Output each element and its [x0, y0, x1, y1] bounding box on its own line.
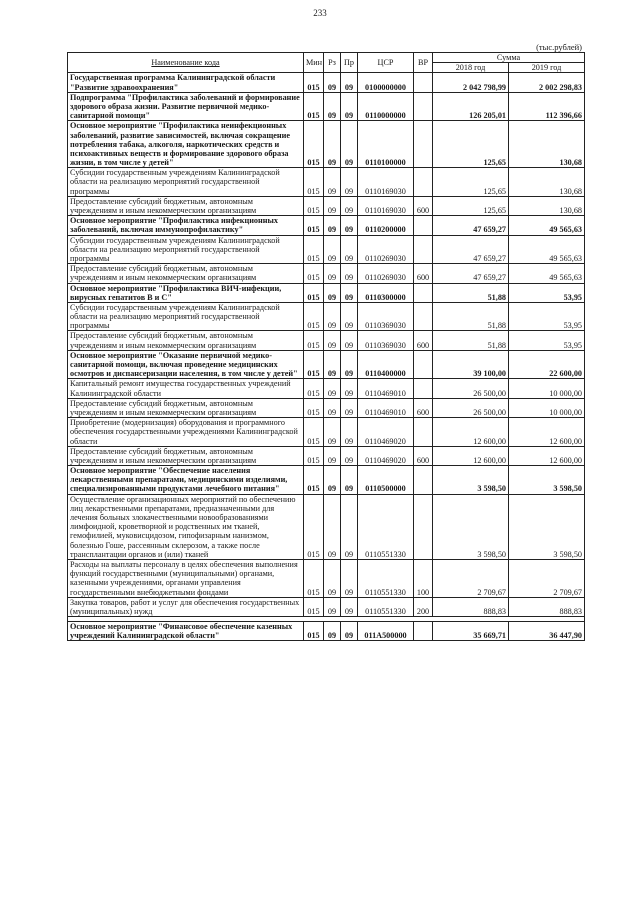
cell-y2018: 26 500,00 — [433, 379, 509, 398]
cell-pr: 09 — [341, 466, 358, 495]
cell-min: 015 — [304, 168, 324, 197]
page-number: 233 — [313, 8, 327, 18]
cell-y2018: 125,65 — [433, 196, 509, 215]
cell-csr: 011А500000 — [358, 622, 414, 641]
cell-y2019: 3 598,50 — [509, 494, 585, 559]
cell-name: Предоставление субсидий бюджетным, автономным учреждениям и иным некоммерческим организациям — [68, 398, 304, 417]
cell-csr: 0110000000 — [358, 92, 414, 121]
cell-name: Расходы на выплаты персоналу в целях обеспечения выполнения функций государственными (муниципальными) органами, казенными учреждениями, органами управления государственными внебюджетными фондами — [68, 559, 304, 597]
cell-min: 015 — [304, 121, 324, 168]
header-name: Наименование кода — [68, 53, 304, 73]
table-row — [68, 446, 585, 465]
cell-rz: 09 — [324, 559, 341, 597]
cell-pr: 09 — [341, 379, 358, 398]
cell-min: 015 — [304, 350, 324, 379]
cell-rz: 09 — [324, 216, 341, 235]
cell-y2019: 10 000,00 — [509, 379, 585, 398]
cell-y2018: 888,83 — [433, 597, 509, 616]
cell-min: 015 — [304, 559, 324, 597]
header-min: Мин — [304, 53, 324, 73]
cell-name: Подпрограмма "Профилактика заболеваний и формирование здорового образа жизни. Развитие первичной медико-санитарной помощи" — [68, 92, 304, 121]
table-row — [68, 350, 585, 379]
cell-csr: 0110551330 — [358, 494, 414, 559]
cell-y2019: 36 447,90 — [509, 622, 585, 641]
table-row — [68, 302, 585, 331]
cell-name: Основное мероприятие "Профилактика неинфекционных заболеваний, развитие зависимостей, включая сокращение потребления табака, алкоголя, наркотических средств и психоактивных веществ и формирование здорового образа жизни, в том числе у детей" — [68, 121, 304, 168]
cell-csr: 0110269030 — [358, 264, 414, 283]
cell-csr: 0110300000 — [358, 283, 414, 302]
cell-pr: 09 — [341, 597, 358, 616]
cell-pr: 09 — [341, 264, 358, 283]
table-row — [68, 559, 585, 597]
cell-name: Капитальный ремонт имущества государственных учреждений Калининградской области — [68, 379, 304, 398]
cell-csr: 0110169030 — [358, 168, 414, 197]
cell-rz: 09 — [324, 494, 341, 559]
cell-pr: 09 — [341, 196, 358, 215]
cell-vr: 600 — [414, 331, 433, 350]
cell-rz: 09 — [324, 196, 341, 215]
cell-pr: 09 — [341, 622, 358, 641]
cell-y2018: 125,65 — [433, 168, 509, 197]
cell-rz: 09 — [324, 418, 341, 447]
cell-csr: 0110500000 — [358, 466, 414, 495]
cell-rz: 09 — [324, 398, 341, 417]
table-row — [68, 597, 585, 616]
cell-name: Предоставление субсидий бюджетным, автономным учреждениям и иным некоммерческим организациям — [68, 196, 304, 215]
cell-pr: 09 — [341, 216, 358, 235]
cell-csr: 0110200000 — [358, 216, 414, 235]
header-row — [68, 53, 585, 63]
table-row — [68, 331, 585, 350]
cell-name: Основное мероприятие "Профилактика ВИЧ-инфекции, вирусных гепатитов В и С" — [68, 283, 304, 302]
table-row — [68, 398, 585, 417]
cell-name: Субсидии государственным учреждениям Калининградской области на реализацию мероприятий государственной программы — [68, 168, 304, 197]
cell-csr: 0110469010 — [358, 379, 414, 398]
cell-y2018: 47 659,27 — [433, 216, 509, 235]
cell-y2019: 12 600,00 — [509, 446, 585, 465]
cell-y2018: 35 669,71 — [433, 622, 509, 641]
cell-rz: 09 — [324, 331, 341, 350]
table-row — [68, 264, 585, 283]
cell-y2018: 2 042 798,99 — [433, 73, 509, 92]
cell-y2018: 3 598,50 — [433, 466, 509, 495]
cell-vr: 600 — [414, 264, 433, 283]
cell-min: 015 — [304, 216, 324, 235]
header-2019: 2019 год — [509, 63, 585, 73]
cell-vr: 200 — [414, 597, 433, 616]
cell-vr: 600 — [414, 398, 433, 417]
cell-y2019: 53,95 — [509, 331, 585, 350]
table-row — [68, 168, 585, 197]
cell-name: Предоставление субсидий бюджетным, автономным учреждениям и иным некоммерческим организациям — [68, 331, 304, 350]
cell-vr — [414, 622, 433, 641]
header-sum: Сумма — [433, 53, 585, 63]
header-csr: ЦСР — [358, 53, 414, 73]
cell-vr — [414, 494, 433, 559]
table-row — [68, 235, 585, 264]
table-body — [68, 73, 585, 641]
cell-vr — [414, 379, 433, 398]
cell-y2019: 10 000,00 — [509, 398, 585, 417]
cell-vr — [414, 121, 433, 168]
cell-rz: 09 — [324, 235, 341, 264]
cell-rz: 09 — [324, 446, 341, 465]
cell-csr: 0100000000 — [358, 73, 414, 92]
header-vr: ВР — [414, 53, 433, 73]
cell-pr: 09 — [341, 350, 358, 379]
cell-y2019: 130,68 — [509, 121, 585, 168]
cell-rz: 09 — [324, 92, 341, 121]
cell-min: 015 — [304, 622, 324, 641]
budget-table — [67, 52, 585, 641]
cell-pr: 09 — [341, 559, 358, 597]
cell-min: 015 — [304, 398, 324, 417]
cell-vr — [414, 168, 433, 197]
cell-pr: 09 — [341, 235, 358, 264]
table-row — [68, 283, 585, 302]
cell-csr: 0110551330 — [358, 559, 414, 597]
cell-csr: 0110400000 — [358, 350, 414, 379]
cell-rz: 09 — [324, 121, 341, 168]
cell-y2018: 51,88 — [433, 283, 509, 302]
cell-vr: 100 — [414, 559, 433, 597]
cell-y2018: 12 600,00 — [433, 446, 509, 465]
cell-min: 015 — [304, 379, 324, 398]
header-rz: Рз — [324, 53, 341, 73]
cell-y2018: 51,88 — [433, 331, 509, 350]
cell-y2019: 130,68 — [509, 168, 585, 197]
cell-name: Основное мероприятие "Обеспечение населения лекарственными препаратами, медицинскими изделиями, специализированными продуктами лечебного питания" — [68, 466, 304, 495]
cell-min: 015 — [304, 283, 324, 302]
cell-vr — [414, 235, 433, 264]
cell-csr: 0110469020 — [358, 446, 414, 465]
cell-vr — [414, 466, 433, 495]
cell-pr: 09 — [341, 302, 358, 331]
table-row — [68, 73, 585, 92]
cell-rz: 09 — [324, 264, 341, 283]
cell-vr: 600 — [414, 196, 433, 215]
header-2018: 2018 год — [433, 63, 509, 73]
cell-rz: 09 — [324, 466, 341, 495]
cell-csr: 0110369030 — [358, 331, 414, 350]
cell-csr: 0110469020 — [358, 418, 414, 447]
units-label: (тыс.рублей) — [536, 42, 582, 52]
cell-csr: 0110551330 — [358, 597, 414, 616]
cell-y2019: 22 600,00 — [509, 350, 585, 379]
cell-rz: 09 — [324, 283, 341, 302]
cell-y2019: 130,68 — [509, 196, 585, 215]
cell-rz: 09 — [324, 350, 341, 379]
cell-min: 015 — [304, 302, 324, 331]
cell-name: Предоставление субсидий бюджетным, автономным учреждениям и иным некоммерческим организациям — [68, 264, 304, 283]
cell-min: 015 — [304, 418, 324, 447]
cell-y2019: 53,95 — [509, 302, 585, 331]
cell-rz: 09 — [324, 622, 341, 641]
cell-min: 015 — [304, 264, 324, 283]
header-pr: Пр — [341, 53, 358, 73]
cell-rz: 09 — [324, 302, 341, 331]
cell-y2018: 51,88 — [433, 302, 509, 331]
table-row — [68, 466, 585, 495]
cell-pr: 09 — [341, 168, 358, 197]
cell-name: Предоставление субсидий бюджетным, автономным учреждениям и иным некоммерческим организациям — [68, 446, 304, 465]
cell-y2019: 53,95 — [509, 283, 585, 302]
cell-min: 015 — [304, 466, 324, 495]
cell-csr: 0110369030 — [358, 302, 414, 331]
table-row — [68, 379, 585, 398]
cell-pr: 09 — [341, 73, 358, 92]
cell-name: Закупка товаров, работ и услуг для обеспечения государственных (муниципальных) нужд — [68, 597, 304, 616]
cell-y2019: 49 565,63 — [509, 264, 585, 283]
cell-y2018: 125,65 — [433, 121, 509, 168]
cell-pr: 09 — [341, 331, 358, 350]
cell-csr: 0110469010 — [358, 398, 414, 417]
cell-y2018: 2 709,67 — [433, 559, 509, 597]
cell-y2018: 47 659,27 — [433, 264, 509, 283]
cell-rz: 09 — [324, 168, 341, 197]
table-row — [68, 92, 585, 121]
cell-y2018: 39 100,00 — [433, 350, 509, 379]
cell-pr: 09 — [341, 446, 358, 465]
table-row — [68, 196, 585, 215]
cell-y2019: 49 565,63 — [509, 216, 585, 235]
cell-y2018: 26 500,00 — [433, 398, 509, 417]
cell-name: Субсидии государственным учреждениям Калининградской области на реализацию мероприятий государственной программы — [68, 235, 304, 264]
cell-vr: 600 — [414, 446, 433, 465]
cell-min: 015 — [304, 196, 324, 215]
cell-vr — [414, 73, 433, 92]
cell-rz: 09 — [324, 73, 341, 92]
cell-vr — [414, 283, 433, 302]
cell-y2018: 47 659,27 — [433, 235, 509, 264]
cell-min: 015 — [304, 235, 324, 264]
cell-name: Осуществление организационных мероприятий по обеспечению лиц лекарственными препаратами, предназначенными для лечения больных злокачественными новообразованиями лимфоидной, кроветворной и родственных им тканей, гемофилией, муковисцидозом, гипофизарным нанизмом, болезнью Гоше, рассеянным склерозом, а также после трансплантации органов и (или) тканей — [68, 494, 304, 559]
cell-y2019: 49 565,63 — [509, 235, 585, 264]
cell-vr — [414, 92, 433, 121]
cell-pr: 09 — [341, 494, 358, 559]
cell-name: Основное мероприятие "Профилактика инфекционных заболеваний, включая иммунопрофилактику" — [68, 216, 304, 235]
cell-pr: 09 — [341, 418, 358, 447]
cell-y2019: 3 598,50 — [509, 466, 585, 495]
cell-vr — [414, 302, 433, 331]
cell-rz: 09 — [324, 597, 341, 616]
cell-csr: 0110169030 — [358, 196, 414, 215]
table-row — [68, 121, 585, 168]
cell-name: Основное мероприятие "Оказание первичной медико-санитарной помощи, включая проведение медицинских осмотров и диспансеризации населения, в том числе у детей" — [68, 350, 304, 379]
cell-y2019: 2 709,67 — [509, 559, 585, 597]
cell-vr — [414, 350, 433, 379]
cell-min: 015 — [304, 446, 324, 465]
cell-name: Приобретение (модернизация) оборудования и программного обеспечения государственными учреждениями Калининградской области — [68, 418, 304, 447]
table-row — [68, 216, 585, 235]
cell-vr — [414, 216, 433, 235]
table-row — [68, 622, 585, 641]
cell-pr: 09 — [341, 92, 358, 121]
cell-min: 015 — [304, 597, 324, 616]
table-row — [68, 494, 585, 559]
cell-y2018: 3 598,50 — [433, 494, 509, 559]
cell-name: Субсидии государственным учреждениям Калининградской области на реализацию мероприятий государственной программы — [68, 302, 304, 331]
cell-name: Основное мероприятие "Финансовое обеспечение казенных учреждений Калининградской области" — [68, 622, 304, 641]
cell-pr: 09 — [341, 121, 358, 168]
cell-name: Государственная программа Калининградской области "Развитие здравоохранения" — [68, 73, 304, 92]
cell-min: 015 — [304, 331, 324, 350]
cell-csr: 0110269030 — [358, 235, 414, 264]
cell-y2019: 112 396,66 — [509, 92, 585, 121]
cell-pr: 09 — [341, 283, 358, 302]
cell-min: 015 — [304, 92, 324, 121]
cell-min: 015 — [304, 73, 324, 92]
cell-csr: 0110100000 — [358, 121, 414, 168]
cell-rz: 09 — [324, 379, 341, 398]
cell-pr: 09 — [341, 398, 358, 417]
cell-y2019: 888,83 — [509, 597, 585, 616]
cell-y2018: 12 600,00 — [433, 418, 509, 447]
cell-y2019: 2 002 298,83 — [509, 73, 585, 92]
cell-min: 015 — [304, 494, 324, 559]
table-row — [68, 418, 585, 447]
cell-y2019: 12 600,00 — [509, 418, 585, 447]
cell-y2018: 126 205,01 — [433, 92, 509, 121]
cell-vr — [414, 418, 433, 447]
